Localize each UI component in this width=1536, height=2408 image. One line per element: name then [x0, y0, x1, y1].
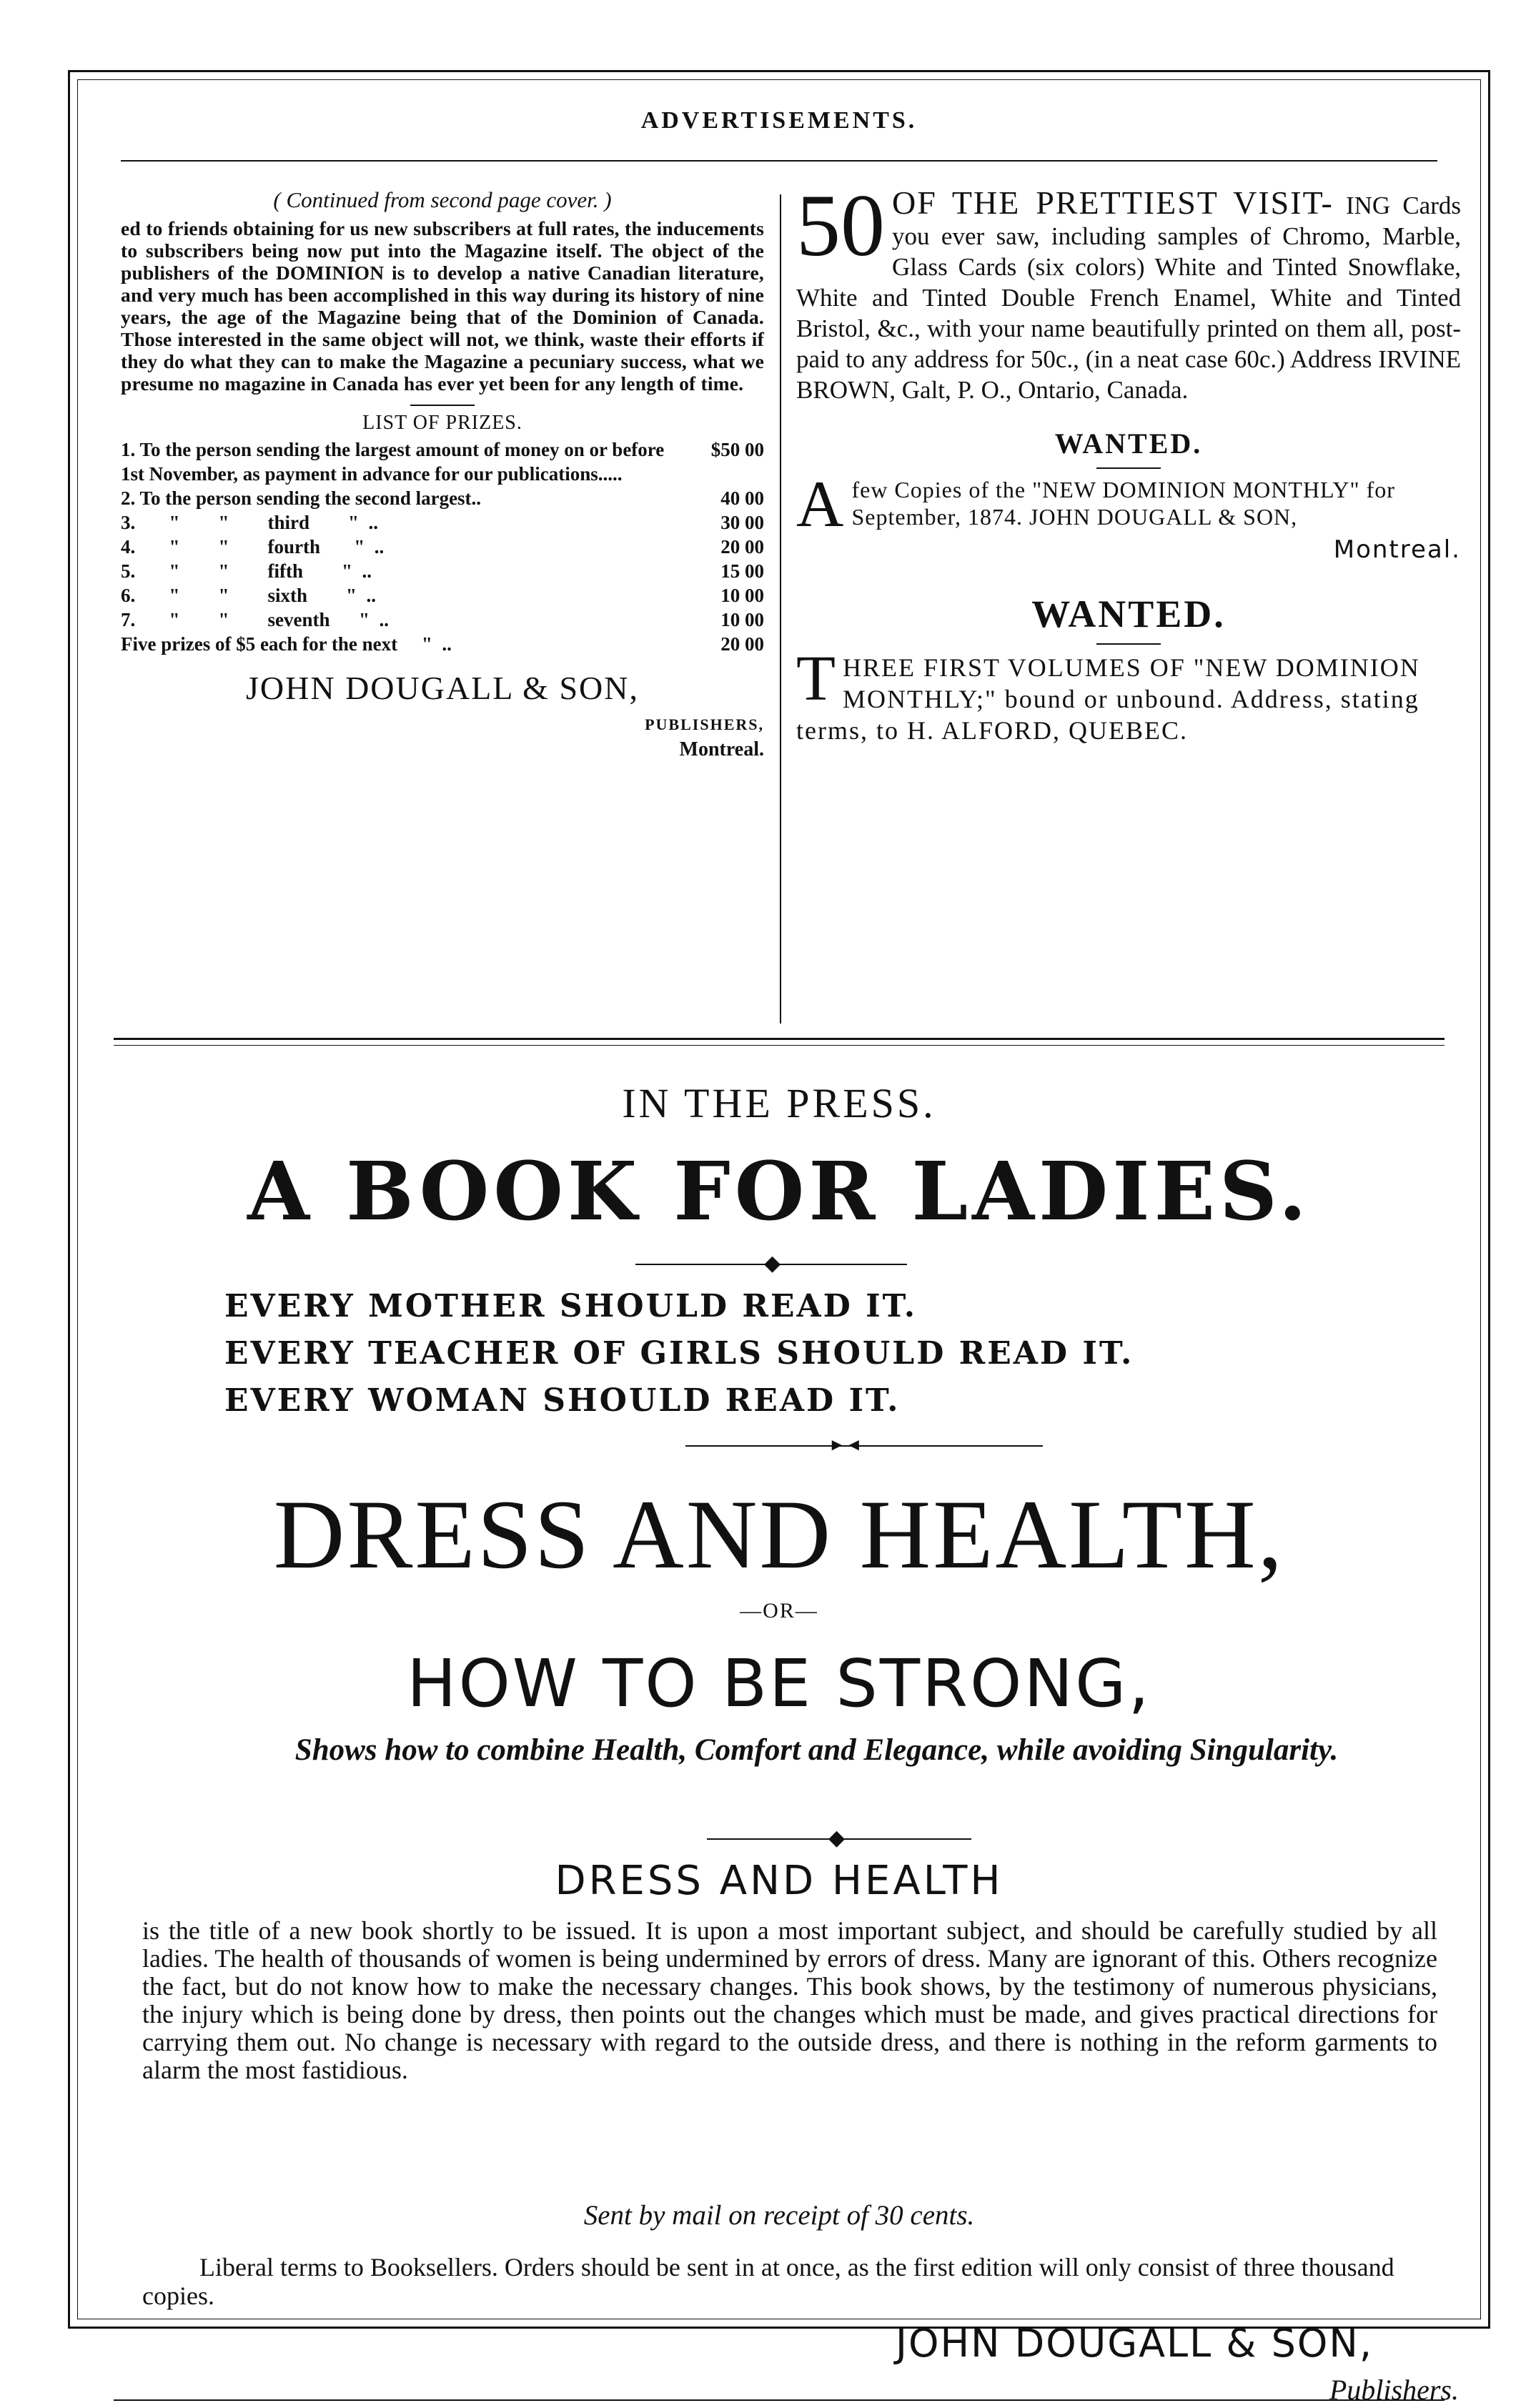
prize-row — [121, 559, 764, 583]
prizes-rule — [410, 405, 475, 406]
prizes-list — [121, 437, 764, 656]
book-publishers: Publishers. — [1329, 2374, 1459, 2406]
section-rule-top-thin — [114, 1045, 1445, 1046]
dress-and-health-title: DRESS AND HEALTH, — [273, 1480, 1285, 1589]
prize-text: 2. To the person sending the second largest.. — [121, 487, 482, 509]
cards-caps: OF THE PRETTIEST VISIT- — [892, 184, 1334, 221]
book-description: is the title of a new book shortly to be issued. It is upon a most important subject, and should be carefully studied by all ladies. The health of thousands of women is being undermined by errors of dress. Many are ignorant of this. Others recognize the fact, but do not know how to make the necessary changes. This book shows, by the testimony of numerous physicians, the injury which is being done by dress, then points out the changes which must be made, and gives practical directions for carrying them out. No change is necessary with regard to the outside dress, and there is nothing in the reform garments to alarm the most fastidious. — [142, 1916, 1437, 2084]
ornament-arrows-icon: ►◄ — [828, 1436, 863, 1455]
wanted-rule-1 — [1096, 467, 1161, 469]
prize-amount: 30 00 — [720, 512, 764, 533]
prize-row — [121, 583, 764, 608]
cards-number: 50 — [796, 177, 885, 274]
prize-amount: 40 00 — [720, 487, 764, 509]
bottom-rule — [114, 2399, 1445, 2401]
how-to-be-strong: HOW TO BE STRONG, — [407, 1645, 1151, 1722]
in-the-press: IN THE PRESS. — [622, 1080, 936, 1126]
prize-row — [121, 632, 764, 656]
prize-amount: 20 00 — [720, 536, 764, 558]
wanted-drop-cap-1: A — [796, 467, 845, 540]
prize-text: Five prizes of $5 each for the next " .. — [121, 633, 452, 655]
wanted-text-1: few Copies of the "NEW DOMINION MONTHLY" for September, 1874. JOHN DOUGALL & SON, — [851, 477, 1395, 530]
ornament-diamond-icon-2: ◆ — [828, 1826, 846, 1850]
wanted-place-1: Montreal. — [1333, 535, 1461, 564]
wanted-heading-2: WANTED. — [1031, 593, 1226, 635]
every-line-2: EVERY TEACHER OF GIRLS SHOULD READ IT. — [224, 1335, 1134, 1372]
wanted-text-2: HREE FIRST VOLUMES OF "NEW DOMINION MONTHLY;" bound or unbound. Address, stating terms, to H. ALFORD, QUEBEC. — [796, 653, 1420, 745]
left-signature: JOHN DOUGALL & SON, — [246, 670, 639, 706]
cards-text: ING Cards you ever saw, including samples of Chromo, Marble, Glass Cards (six colors) White and Tinted Snowflake, White and Tinted Double French Enamel, White and Tinted Bristol, &c., with your name beautifully printed on them all, post-paid to any address for 50c., (in a neat case 60c.) Address IRVINE BROWN, Galt, P. O., Ontario, Canada. — [796, 192, 1461, 404]
book-signature: JOHN DOUGALL & SON, — [896, 2321, 1373, 2366]
prize-text: 7. " " seventh " .. — [121, 609, 389, 630]
left-publishers: PUBLISHERS, — [645, 715, 764, 733]
ornament-rule-2 — [685, 1445, 1043, 1447]
prize-amount: 20 00 — [720, 633, 764, 655]
prize-row — [121, 437, 764, 486]
every-line-1: EVERY MOTHER SHOULD READ IT. — [224, 1288, 918, 1324]
prize-amount: $50 00 — [710, 439, 764, 460]
or-separator: —OR— — [740, 1599, 818, 1622]
subscription-paragraph: ed to friends obtaining for us new subscribers at full rates, the inducements to subscribers being now put into the Magazine itself. The object of the publishers of the DOMINION is to develop a native Canadian literature, and very much has been accomplished in this way during its history of nine years, the age of the Magazine being that of the Dominion of Canada. Those interested in the same object will not, we think, waste their efforts if they do what they can to make the Magazine a pecuniary success, what we presume no magazine in Canada has ever yet been for any length of time. — [121, 217, 764, 395]
shows-tagline: Shows how to combine Health, Comfort and Elegance, while avoiding Singularity. — [294, 1733, 1339, 1767]
prize-row — [121, 608, 764, 632]
wanted-heading-1: WANTED. — [1054, 427, 1203, 460]
prize-row — [121, 535, 764, 559]
prize-text: 1. To the person sending the largest amount of money on or before 1st November, as payment in advance for our publications..... — [121, 439, 665, 485]
page-inner-frame — [77, 79, 1481, 2406]
right-column — [796, 177, 1461, 746]
mail-note: Sent by mail on receipt of 30 cents. — [583, 2200, 975, 2231]
continued-note: ( Continued from second page cover. ) — [273, 187, 612, 212]
page-frame — [68, 70, 1490, 2406]
left-place: Montreal. — [679, 738, 764, 760]
prize-amount: 15 00 — [720, 560, 764, 582]
visiting-cards-ad — [796, 177, 1461, 405]
every-line-3: EVERY WOMAN SHOULD READ IT. — [224, 1382, 901, 1419]
wanted-rule-2 — [1096, 643, 1161, 645]
left-column — [121, 187, 764, 761]
column-divider — [780, 194, 781, 1024]
ornament-diamond-icon: ◆ — [764, 1252, 781, 1275]
prize-text: 4. " " fourth " .. — [121, 536, 385, 558]
section-rule-top — [114, 1038, 1445, 1040]
book-title: A BOOK FOR LADIES. — [247, 1145, 1311, 1239]
prizes-title: LIST OF PRIZES. — [362, 412, 522, 434]
header-rule — [121, 160, 1437, 162]
prize-row — [121, 486, 764, 510]
wanted-drop-cap-2: T — [796, 643, 837, 714]
prize-text: 3. " " third " .. — [121, 512, 378, 533]
prize-amount: 10 00 — [720, 585, 764, 606]
prize-text: 6. " " sixth " .. — [121, 585, 376, 606]
wanted-ad-2 — [796, 643, 1461, 746]
booksellers-note: Liberal terms to Booksellers. Orders should be sent in at once, as the first edition will only consist of three thousand copies. — [142, 2253, 1394, 2310]
wanted-ad-1 — [796, 467, 1461, 564]
prize-row — [121, 510, 764, 535]
dress-and-health-subtitle: DRESS AND HEALTH — [555, 1858, 1004, 1904]
prize-amount: 10 00 — [720, 609, 764, 630]
page-header: ADVERTISEMENTS. — [640, 107, 918, 134]
prize-text: 5. " " fifth " .. — [121, 560, 372, 582]
